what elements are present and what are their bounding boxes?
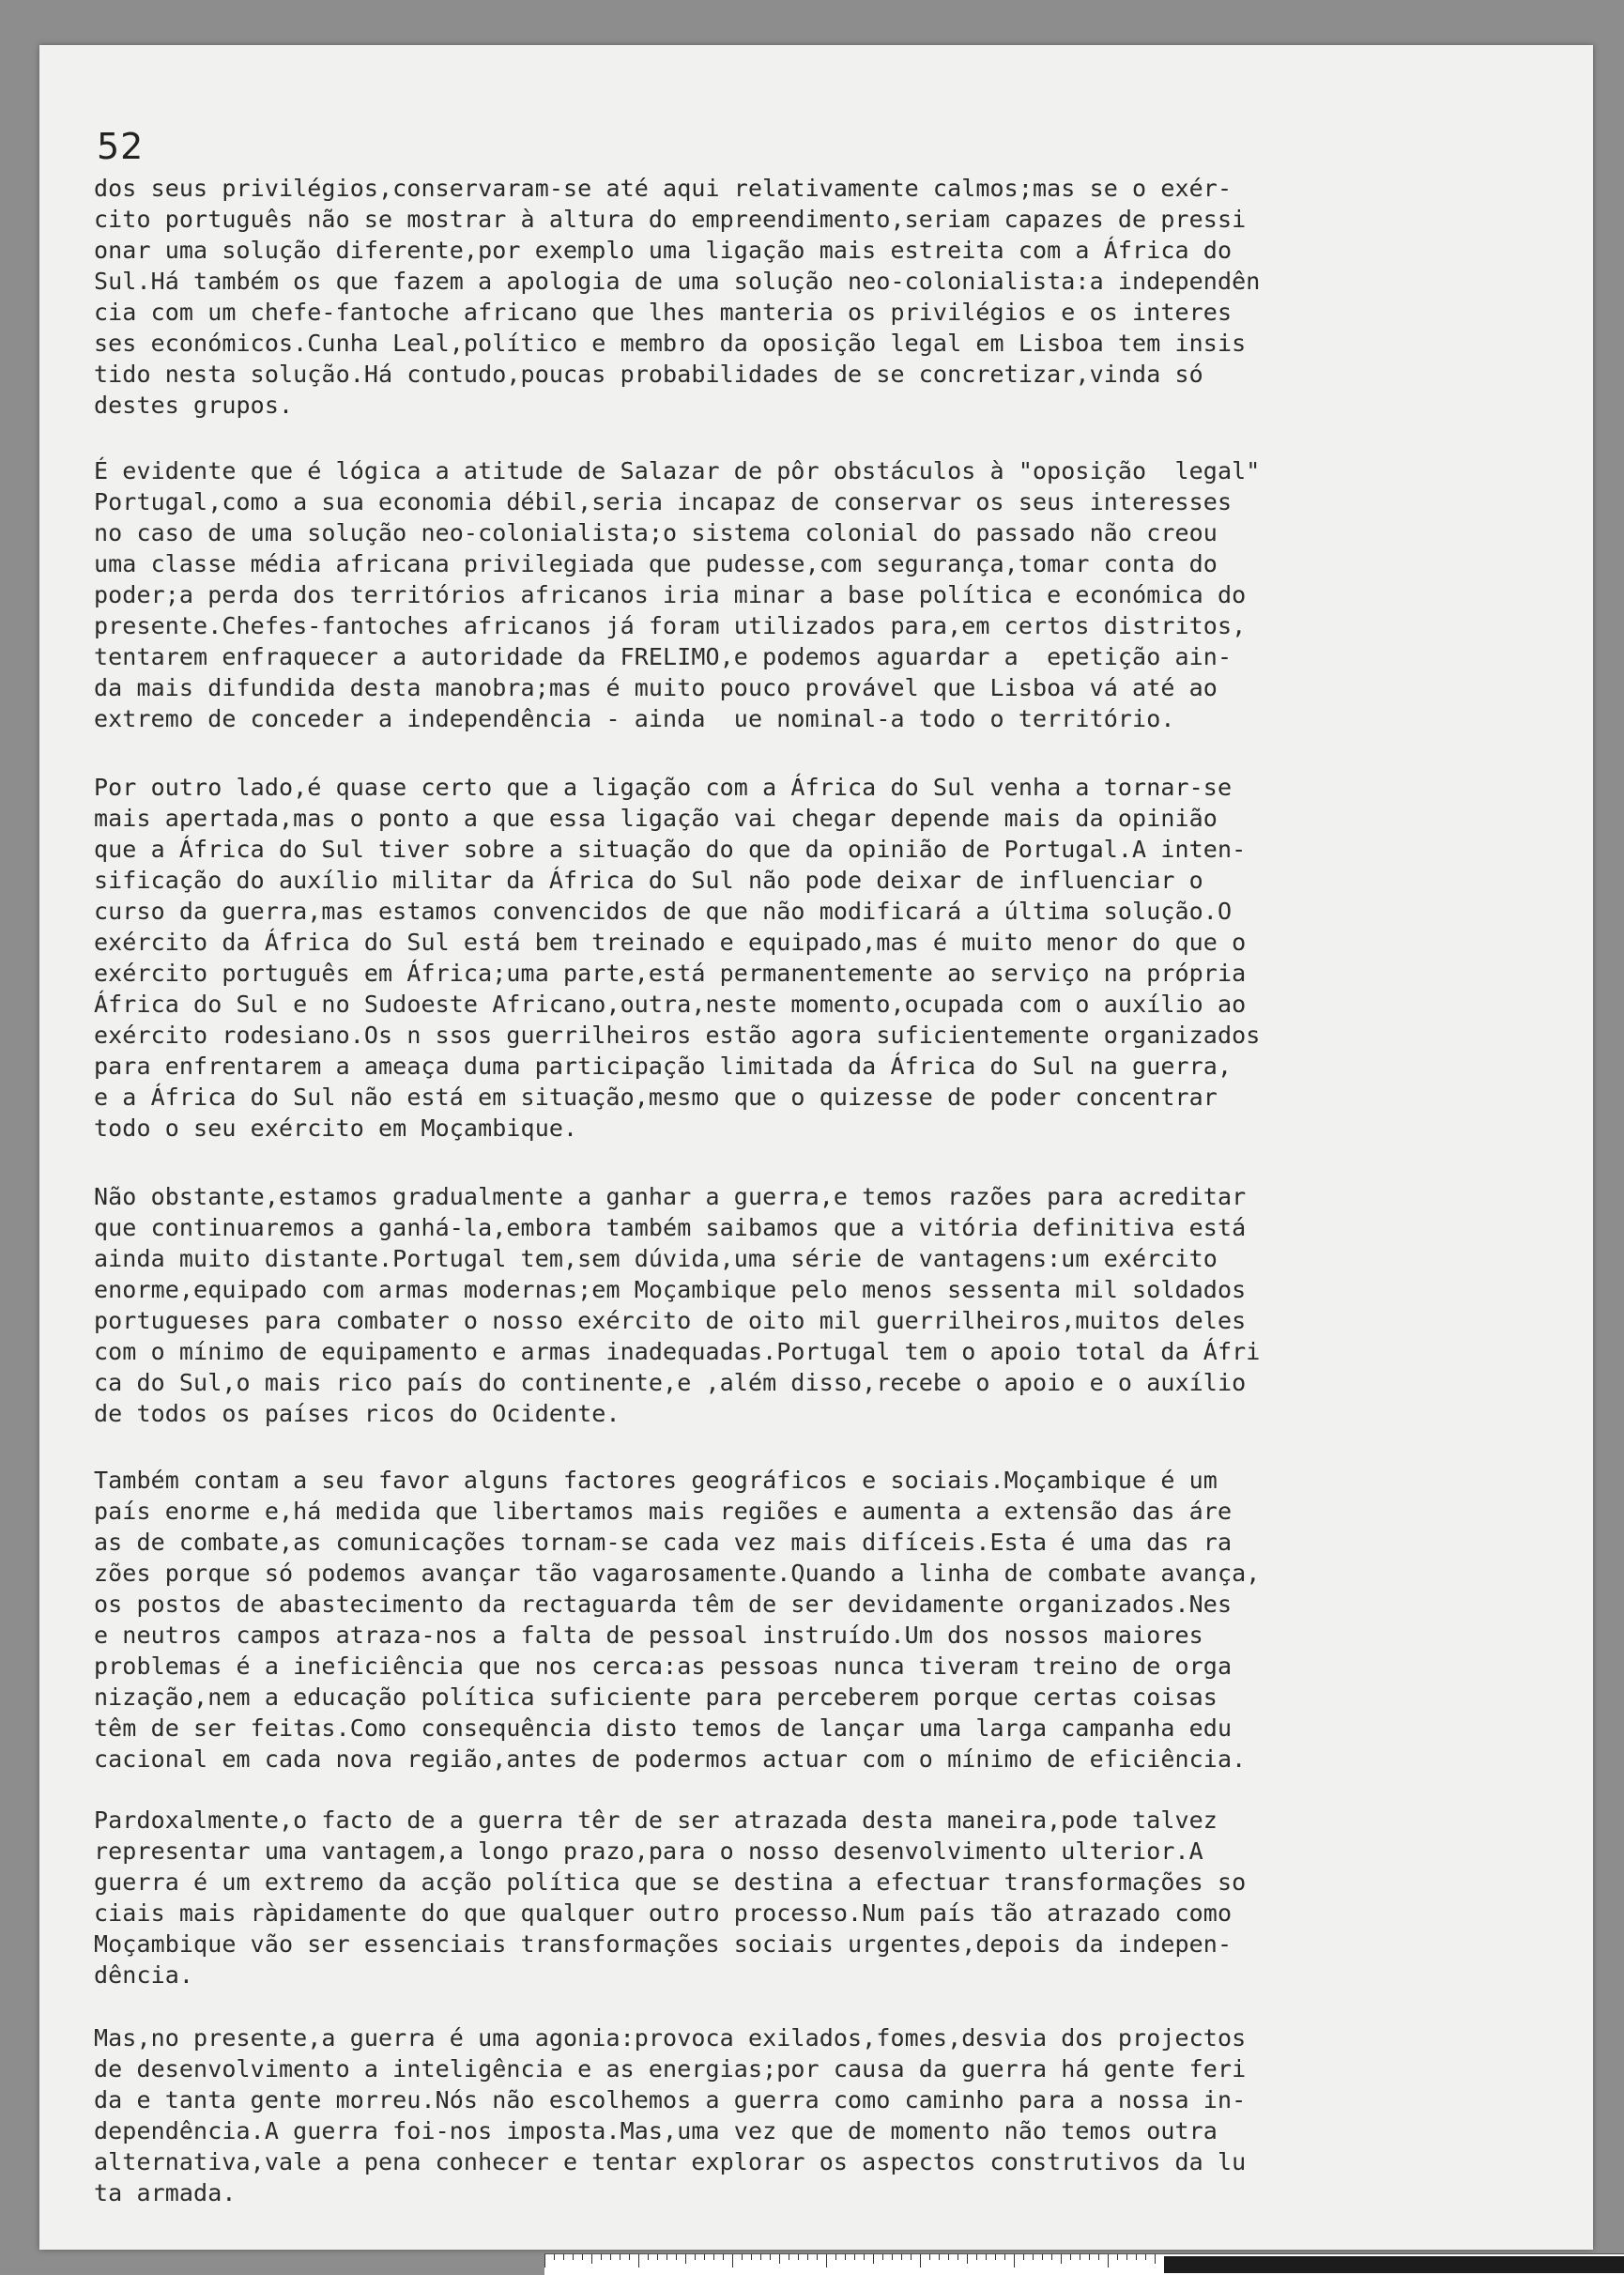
paragraph-6: Pardoxalmente,o facto de a guerra têr de ser atrazada desta maneira,pode talvez representar uma vantagem,a longo prazo,para o nosso desenvolvimento ulterior.A guerra é um extremo da acção política que se destina a efectuar transformações so ciais mais ràpidamente do que qualquer outro processo.Num país tão atrazado como Moçambique vão ser essenciais transformações sociais urgentes,depois da indepen- dência. xyxy=(94,1806,1247,1989)
ruler-tick xyxy=(817,2254,818,2260)
ruler-tick xyxy=(854,2254,855,2260)
ruler-tick xyxy=(591,2254,592,2264)
ruler-tick xyxy=(1042,2254,1043,2260)
ruler-tick xyxy=(807,2254,808,2260)
paragraph-7: Mas,no presente,a guerra é uma agonia:provoca exilados,fomes,desvia dos projectos de desenvolvimento a inteligência e as energias;por causa da guerra há gente feri da e tanta gente morreu.Nós não escolhemos a guerra como caminho para a nossa in- dependência.A guerra foi-nos imposta.Mas,uma vez que de momento não temos outra alternativa,vale a pena conhecer e tentar explorar os aspectos construtivos da lu ta armada. xyxy=(94,2024,1247,2206)
ruler-tick xyxy=(948,2254,949,2260)
ruler-tick xyxy=(751,2254,752,2260)
paragraph-3: Por outro lado,é quase certo que a ligação com a África do Sul venha a tornar-se mais apertada,mas o ponto a que essa ligação vai chegar depende mais da opinião que a África do Sul tiver sobre a situação do que da opinião de Portugal.A inten- sificação do auxílio militar da África do Sul não pode deixar de influenciar o curso da guerra,mas estamos convencidos de que não modificará a última solução.O exército da África do Sul está bem treinado e equipado,mas é muito menor do que o exército português em África;uma parte,está permanentemente ao serviço na própria África do Sul e no Sudoeste Africano,outra,neste momento,ocupada com o auxílio ao exército rodesiano.Os n ssos guerrilheiros estão agora suficientemente organizados para enfrentarem a ameaça duma participação limitada da África do Sul na guerra, e a África do Sul não está em situação,mesmo que o quizesse de poder concentrar todo o seu exército em Moçambique. xyxy=(94,774,1261,1142)
ruler-tick xyxy=(1145,2254,1146,2260)
ruler-tick xyxy=(713,2254,714,2260)
ruler-tick xyxy=(573,2254,574,2260)
paragraph-4: Não obstante,estamos gradualmente a ganhar a guerra,e temos razões para acreditar que continuaremos a ganhá-la,embora também saibamos que a vitória definitiva está ainda muito distante.Portugal tem,sem dúvida,uma série de vantagens:um exército enorme,equipado com armas modernas;em Moçambique pelo menos sessenta mil soldados portugueses para combater o nosso exército de oito mil guerrilheiros,muitos deles com o mínimo de equipamento e armas inadequadas.Portugal tem o apoio total da Áfri ca do Sul,o mais rico país do continente,e ,além disso,recebe o apoio e o auxílio de todos os países ricos do Ocidente. xyxy=(94,1183,1261,1427)
paragraph-1: dos seus privilégios,conservaram-se até aqui relativamente calmos;mas se o exér- cito português não se mostrar à altura do empreendimento,seriam capazes de pressi onar uma solução diferente,por exemplo uma ligação mais estreita com a África do Sul.Há também os que fazem a apologia de uma solução neo-colonialista:a independên cia com um chefe-fantoche africano que lhes manteria os privilégios e os interes ses económicos.Cunha Leal,político e membro da oposição legal em Lisboa tem insis tido nesta solução.Há contudo,poucas probabilidades de se concretizar,vinda só destes grupos. xyxy=(94,175,1261,419)
paragraph-5: Também contam a seu favor alguns factores geográficos e sociais.Moçambique é um país enorme e,há medida que libertamos mais regiões e aumenta a extensão das áre as de combate,as comunicações tornam-se cada vez mais difíceis.Esta é uma das ra zões porque só podemos avançar tão vagarosamente.Quando a linha de combate avança, os postos de abastecimento da rectaguarda têm de ser devidamente organizados.Nes e neutros campos atraza-nos a falta de pessoal instruído.Um dos nossos maiores problemas é a ineficiência que nos cerca:as pessoas nunca tiveram treino de orga nização,nem a educação política suficiente para perceberem porque certas coisas têm de ser feitas.Como consequência disto temos de lançar uma larga campanha edu cacional em cada nova região,antes de podermos actuar com o mínimo de eficiência. xyxy=(94,1467,1261,1773)
ruler-tick xyxy=(920,2254,921,2267)
ruler-tick xyxy=(1155,2254,1156,2264)
ruler-tick xyxy=(723,2254,724,2260)
ruler-tick xyxy=(1108,2254,1109,2267)
ruler-tick xyxy=(826,2254,827,2267)
ruler-tick xyxy=(1033,2254,1034,2260)
ruler-tick xyxy=(882,2254,883,2260)
ruler-tick xyxy=(864,2254,865,2260)
ruler-tick xyxy=(1098,2254,1099,2260)
ruler-tick xyxy=(1070,2254,1071,2260)
ruler-tick xyxy=(929,2254,930,2260)
ruler-tick xyxy=(1014,2254,1015,2267)
ruler-tick xyxy=(544,2254,545,2267)
scan-ruler xyxy=(544,2253,1624,2275)
ruler-tick xyxy=(1126,2254,1127,2260)
ruler-tick xyxy=(563,2254,564,2260)
ruler-tick xyxy=(986,2254,987,2260)
page-number: 52 xyxy=(97,126,145,167)
ruler-tick xyxy=(1089,2254,1090,2260)
ruler-tick xyxy=(742,2254,743,2260)
ruler-tick xyxy=(873,2254,874,2264)
ruler-tick xyxy=(629,2254,630,2260)
ruler-tick xyxy=(901,2254,902,2260)
ruler-tick xyxy=(601,2254,602,2260)
ruler-tick xyxy=(676,2254,677,2260)
ruler-tick xyxy=(704,2254,705,2260)
ruler-tick xyxy=(1117,2254,1118,2260)
ruler-tick xyxy=(1023,2254,1024,2260)
ruler-tick xyxy=(976,2254,977,2260)
ruler-tick xyxy=(582,2254,583,2260)
ruler-tick xyxy=(685,2254,686,2264)
ruler-tick xyxy=(835,2254,836,2260)
ruler-tick xyxy=(1061,2254,1062,2264)
ruler-tick xyxy=(666,2254,667,2260)
ruler-tick xyxy=(798,2254,799,2260)
ruler-tick xyxy=(995,2254,996,2260)
ruler-tick xyxy=(892,2254,893,2260)
ruler-tick xyxy=(554,2254,555,2260)
ruler-tick xyxy=(760,2254,761,2260)
ruler-tick xyxy=(1004,2254,1005,2260)
ruler-tick xyxy=(732,2254,733,2267)
ruler-tick xyxy=(911,2254,912,2260)
ruler-tick xyxy=(638,2254,639,2267)
ruler-tick xyxy=(770,2254,771,2260)
ruler-tick xyxy=(657,2254,658,2260)
ruler-dark-segment xyxy=(1164,2256,1624,2273)
ruler-tick xyxy=(648,2254,649,2260)
ruler-tick xyxy=(967,2254,968,2264)
ruler-tick xyxy=(1051,2254,1052,2260)
paragraph-2: É evidente que é lógica a atitude de Salazar de pôr obstáculos à "oposição legal" Portugal,como a sua economia débil,seria incapaz de conservar os seus interesses no caso de uma solução neo-colonialista;o sistema colonial do passado não creou uma classe média africana privilegiada que pudesse,com segurança,tomar conta do poder;a perda dos territórios africanos iria minar a base política e económica do presente.Chefes-fantoches africanos já foram utilizados para,em certos distritos, tentarem enfraquecer a autoridade da FRELIMO,e podemos aguardar a epetição ain- da mais difundida desta manobra;mas é muito pouco provável que Lisboa vá até ao extremo de conceder a independência - ainda ue nominal-a todo o território. xyxy=(94,457,1261,732)
ruler-tick xyxy=(779,2254,780,2264)
ruler-tick xyxy=(695,2254,696,2260)
ruler-tick xyxy=(939,2254,940,2260)
ruler-tick xyxy=(845,2254,846,2260)
ruler-tick xyxy=(610,2254,611,2260)
ruler-tick xyxy=(1136,2254,1137,2260)
